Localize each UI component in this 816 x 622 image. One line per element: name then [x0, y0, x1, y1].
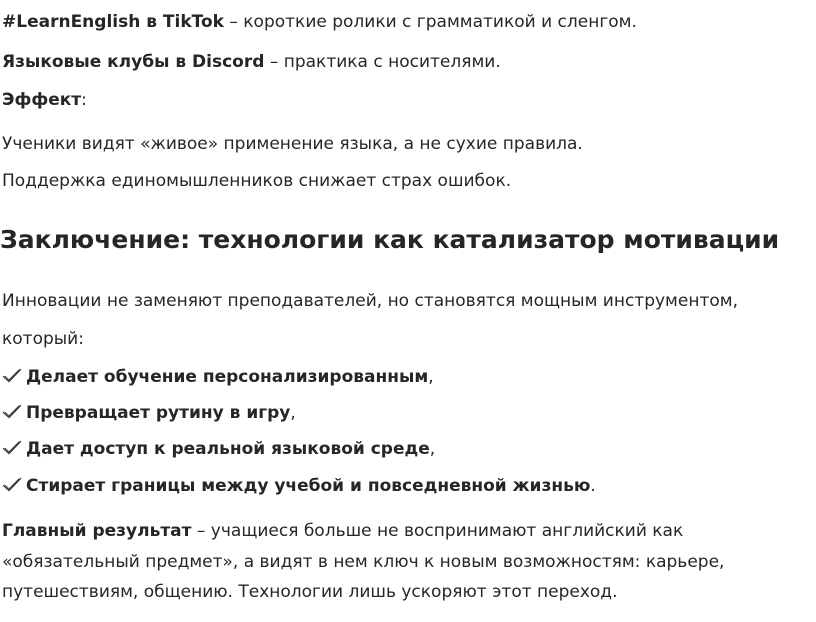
discord-item	[2, 50, 501, 74]
result-line-3: путешествиям, общению. Технологии лишь ускоряют этот переход.	[2, 582, 618, 602]
checklist-item-punct: ,	[290, 403, 296, 423]
conclusion-intro-line-2: который:	[2, 329, 84, 349]
tiktok-item-text: – короткие ролики с грамматикой и сленгом.	[223, 12, 637, 32]
checklist-item	[2, 474, 596, 498]
result-label: Главный результат	[2, 521, 192, 541]
conclusion-intro-line-1: Инновации не заменяют преподавателей, но становятся мощным инструментом,	[2, 291, 738, 311]
check-mark-icon	[2, 404, 22, 420]
effect-line-2: Поддержка единомышленников снижает страх ошибок.	[2, 171, 512, 191]
check-mark-icon	[2, 368, 22, 384]
effect-label: Эффект	[2, 90, 82, 110]
tiktok-item	[2, 10, 637, 34]
checklist-item-punct: ,	[428, 367, 434, 387]
checklist-item-punct: ,	[429, 439, 436, 459]
check-mark-icon	[2, 477, 22, 493]
check-mark-icon	[2, 440, 22, 456]
checklist-item-punct: .	[590, 476, 596, 496]
checklist-item	[2, 365, 434, 389]
discord-item-text: – практика с носителями.	[264, 52, 501, 72]
tiktok-item-title: #LearnEnglish в TikTok	[2, 12, 224, 32]
result-line-2: «обязательный предмет», а видят в нем ключ к новым возможностям: карьере,	[2, 552, 725, 572]
checklist-item	[2, 401, 296, 425]
conclusion-heading: Заключение: технологии как катализатор мотивации	[0, 225, 780, 254]
discord-item-title: Языковые клубы в Discord	[2, 52, 265, 72]
effect-line-1: Ученики видят «живое» применение языка, а не сухие правила.	[2, 134, 583, 154]
checklist-item-text: Стирает границы между учебой и повседневной жизнью	[26, 476, 591, 496]
checklist-item	[2, 437, 435, 461]
effect-label-line	[2, 88, 87, 112]
effect-colon: :	[81, 90, 87, 110]
result-line-1	[2, 519, 683, 543]
checklist-item-text: Дает доступ к реальной языковой среде	[26, 439, 430, 459]
checklist-item-text: Превращает рутину в игру	[26, 403, 291, 423]
result-text-1: – учащиеся больше не воспринимают английский как	[191, 521, 684, 541]
checklist-item-text: Делает обучение персонализированным	[26, 367, 429, 387]
